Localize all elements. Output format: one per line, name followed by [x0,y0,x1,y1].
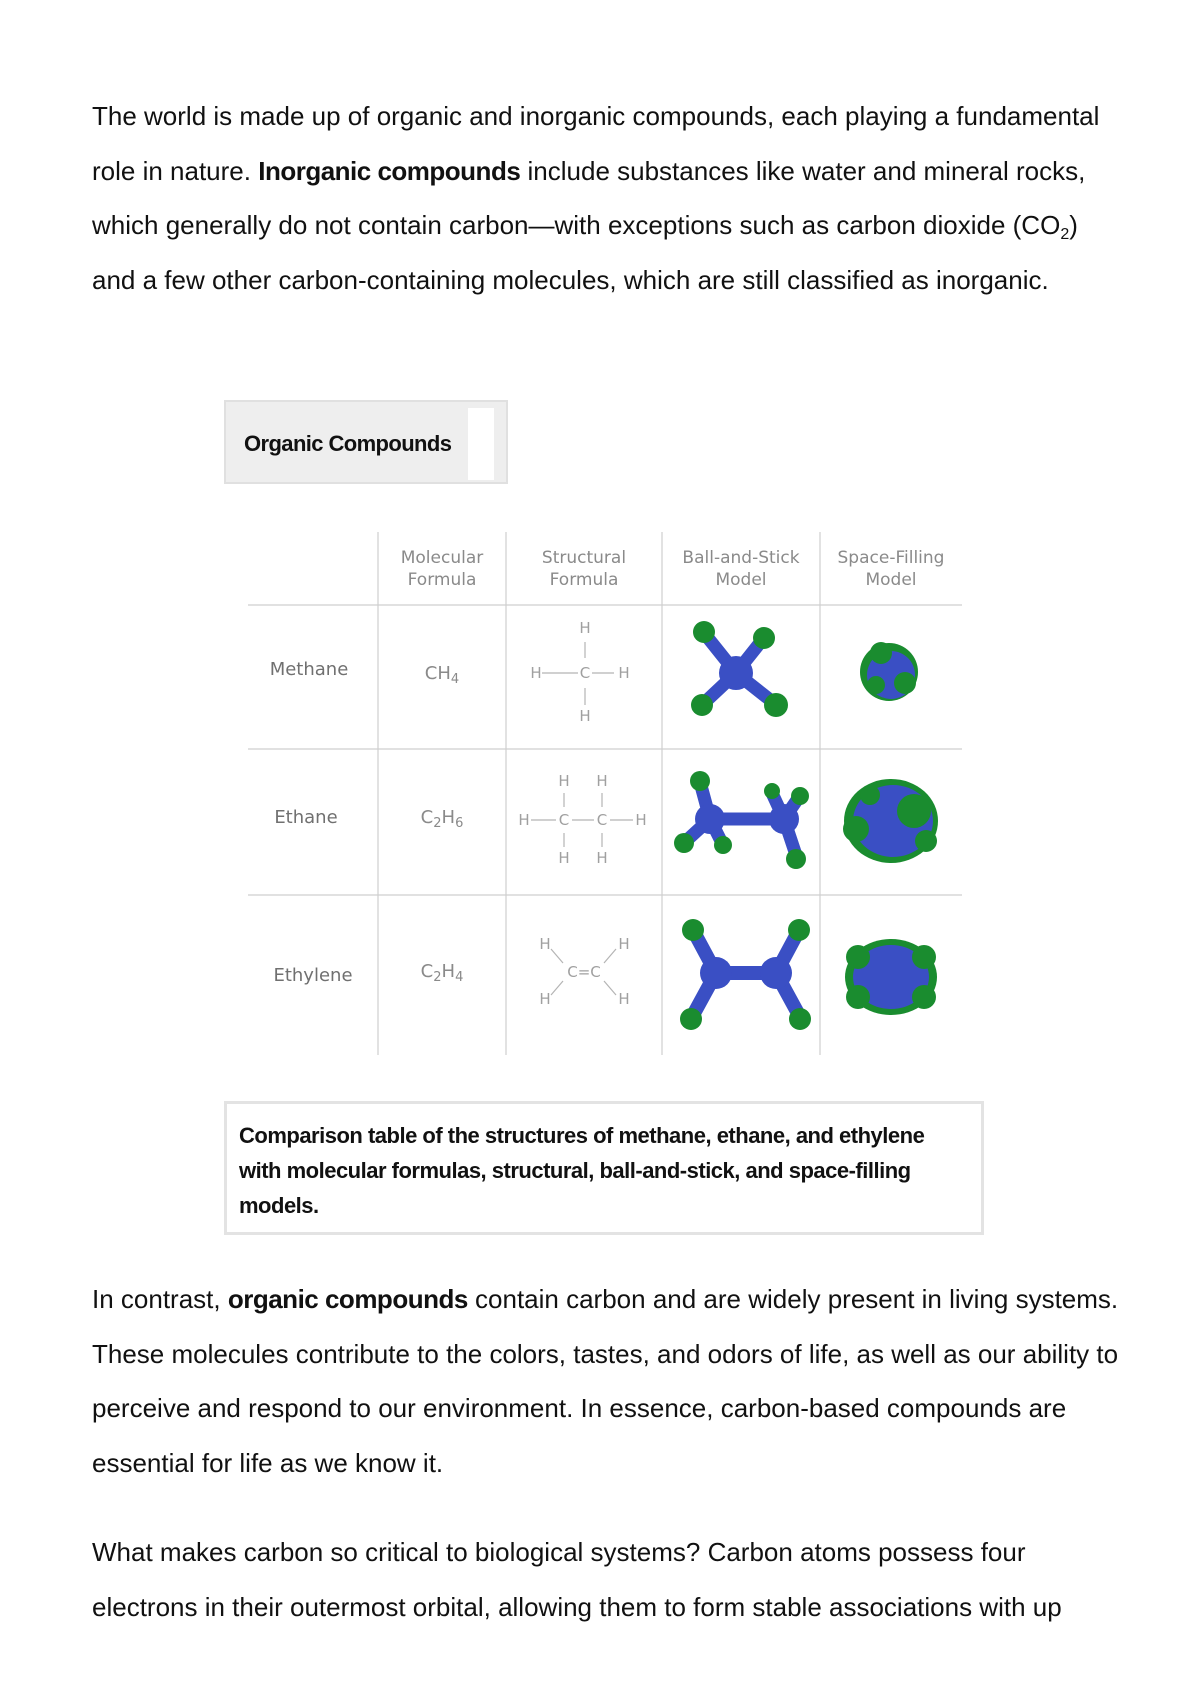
intro-text-3: ) and a few other carbon-containing molecules, which are still classified as inorganic. [92,210,1078,295]
inorganic-compounds-term: Inorganic compounds [258,155,521,186]
structural-ethylene [539,935,629,1008]
svg-text:H: H [539,935,551,953]
ballstick-ethylene [680,919,811,1030]
formula-methane: $CH_4$ [424,663,460,687]
svg-text:H: H [618,935,630,953]
figure-title-box [224,400,508,484]
svg-text:C=C: C=C [567,963,601,981]
figure-title-notch [468,408,494,480]
intro-paragraph [92,89,1122,307]
co2-subscript: 2 [1060,226,1070,243]
row-label-ethylene: Ethylene [273,965,353,986]
ballstick-methane [691,621,788,717]
spacefill-ethane [843,779,938,863]
row-label-methane: Methane [269,659,349,680]
row-label-ethane: Ethane [274,807,338,828]
p2-text-2: contain carbon and are widely present in living systems. These molecules contribute to the colors, tastes, and odors of life, as well as our ability to perceive and respond to our environment. In essence, carbon-based compounds are essential for life as we know it. [92,1284,1119,1478]
intro-text-2: include substances like water and mineral rocks, which generally do not contain carbon—with exceptions such as carbon dioxide (CO [92,155,1086,240]
svg-text:H: H [596,772,608,790]
formula-ethylene: $C_2H_4$ [420,961,464,985]
structural-methane [530,619,629,725]
header-molecular-2: Formula [407,570,477,590]
svg-text:H: H [558,772,570,790]
svg-text:C: C [596,811,608,829]
row-labels [270,659,353,986]
svg-text:H: H [596,849,608,867]
svg-text:C: C [579,664,591,682]
svg-text:H: H [618,990,630,1008]
organic-compounds-term: organic compounds [227,1284,468,1314]
structural-ethane [518,772,646,867]
svg-text:C: C [558,811,570,829]
svg-text:H: H [518,811,530,829]
svg-text:H: H [579,707,591,725]
header-ballstick-1: Ball-and-Stick [682,548,800,568]
header-ballstick-2: Model [715,570,767,590]
header-spacefill-1: Space-Filling [837,548,945,568]
figure-caption: Comparison table of the structures of methane, ethane, and ethylene with molecular formulas, structural, ball-and-stick, and space-filling models. [224,1101,984,1235]
svg-text:H: H [539,990,551,1008]
intro-text-1: The world is made up of organic and inorganic compounds, each playing a fundamental role in nature. [92,101,1100,186]
svg-text:H: H [579,619,591,637]
header-structural-2: Formula [549,570,619,590]
table-headers [401,548,945,590]
spacefill-methane [860,642,918,701]
organic-paragraph [92,1272,1122,1490]
svg-text:H: H [530,664,542,682]
carbon-paragraph: What makes carbon so critical to biological systems? Carbon atoms possess four electrons in their outermost orbital, allowing them to form stable associations with up [92,1537,1062,1622]
spacefill-ethylene [845,939,937,1015]
header-structural-1: Structural [541,548,627,568]
header-spacefill-2: Model [865,570,917,590]
svg-text:H: H [558,849,570,867]
svg-text:H: H [635,811,647,829]
header-molecular-1: Molecular [400,548,484,568]
formula-ethane: $C_2H_6$ [420,807,464,831]
organic-compounds-table-figure [240,525,970,1065]
svg-text:H: H [618,664,630,682]
figure-title: Organic Compounds [244,431,452,456]
ballstick-ethane [674,771,809,869]
p2-text-1: In contrast, [92,1284,228,1314]
